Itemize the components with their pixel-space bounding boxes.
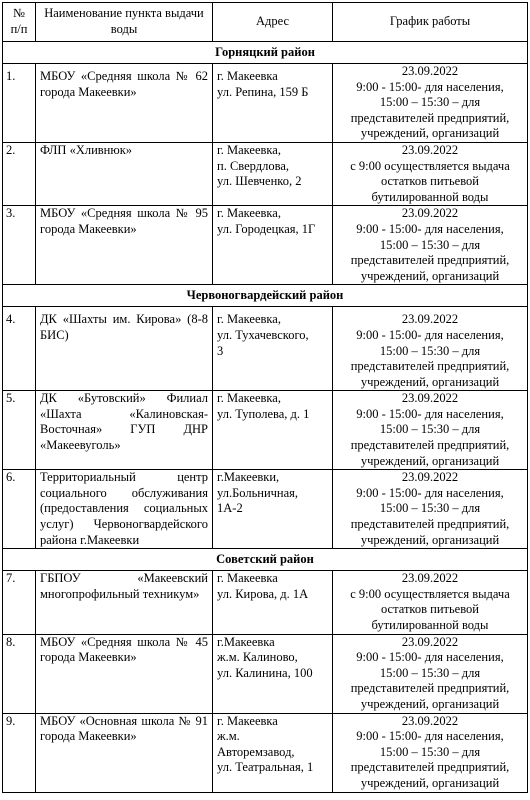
district-title: Горняцкий район — [3, 42, 528, 64]
table-row — [3, 634, 528, 713]
row-num: 7. — [3, 571, 36, 634]
table-row — [3, 571, 528, 634]
table-row — [3, 391, 528, 470]
row-num: 2. — [3, 142, 36, 205]
row-num: 6. — [3, 470, 36, 549]
point-schedule: 23.09.2022 9:00 - 15:00- для населения, 15:00 – 15:30 – для представителей предприятий, учреждений, организаций — [333, 307, 528, 391]
point-address: г. Макеевка, ул. Туполева, д. 1 — [213, 391, 333, 470]
point-name: МБОУ «Основная школа № 91 города Макеевки» — [36, 713, 213, 792]
point-name: ГБПОУ «Макеевский многопрофильный техникум» — [36, 571, 213, 634]
row-num: 4. — [3, 307, 36, 391]
point-schedule: 23.09.2022 9:00 - 15:00- для населения, 15:00 – 15:30 – для представителей предприятий, учреждений, организаций — [333, 64, 528, 143]
point-name: ФЛП «Хливнюк» — [36, 142, 213, 205]
header-name: Наименование пункта выдачи воды — [36, 3, 213, 42]
header-num: № п/п — [3, 3, 36, 42]
point-name: МБОУ «Средняя школа № 45 города Макеевки» — [36, 634, 213, 713]
point-schedule: 23.09.2022 9:00 - 15:00- для населения, 15:00 – 15:30 – для представителей предприятий, учреждений, организаций — [333, 713, 528, 792]
point-schedule: 23.09.2022 9:00 - 15:00- для населения, 15:00 – 15:30 – для представителей предприятий, учреждений, организаций — [333, 634, 528, 713]
row-num: 1. — [3, 64, 36, 143]
table-row — [3, 142, 528, 205]
table-header-row — [3, 3, 528, 42]
district-title: Червоногвардейский район — [3, 285, 528, 307]
point-address: г.Макеевки, ул.Больничная, 1А-2 — [213, 470, 333, 549]
point-address: г. Макеевка ж.м. Авторемзавод, ул. Театральная, 1 — [213, 713, 333, 792]
table-row — [3, 64, 528, 143]
point-address: г.Макеевка ж.м. Калиново, ул. Калинина, 100 — [213, 634, 333, 713]
district-row — [3, 549, 528, 571]
row-num: 8. — [3, 634, 36, 713]
district-row — [3, 42, 528, 64]
district-title: Советский район — [3, 549, 528, 571]
point-name: МБОУ «Средняя школа № 95 города Макеевки» — [36, 206, 213, 285]
point-schedule: 23.09.2022 с 9:00 осуществляется выдача остатков питьевой бутилированной воды — [333, 571, 528, 634]
table-row — [3, 307, 528, 391]
point-address: г. Макеевка, п. Свердлова, ул. Шевченко, 2 — [213, 142, 333, 205]
point-schedule: 23.09.2022 9:00 - 15:00- для населения, 15:00 – 15:30 – для представителей предприятий, учреждений, организаций — [333, 470, 528, 549]
table-row — [3, 206, 528, 285]
row-num: 3. — [3, 206, 36, 285]
district-row — [3, 285, 528, 307]
point-schedule: 23.09.2022 с 9:00 осуществляется выдача остатков питьевой бутилированной воды — [333, 142, 528, 205]
point-name: МБОУ «Средняя школа № 62 города Макеевки» — [36, 64, 213, 143]
point-address: г. Макеевка, ул. Городецкая, 1Г — [213, 206, 333, 285]
row-num: 5. — [3, 391, 36, 470]
point-schedule: 23.09.2022 9:00 - 15:00- для населения, 15:00 – 15:30 – для представителей предприятий, учреждений, организаций — [333, 391, 528, 470]
row-num: 9. — [3, 713, 36, 792]
header-address: Адрес — [213, 3, 333, 42]
point-name: ДК «Бутовский» Филиал «Шахта «Калиновская-Восточная» ГУП ДНР «Макеевуголь» — [36, 391, 213, 470]
table-row — [3, 470, 528, 549]
water-points-table — [2, 2, 528, 793]
header-schedule: График работы — [333, 3, 528, 42]
point-name: Территориальный центр социального обслуживания (предоставления социальных услуг) Червоногвардейского района г.Макеевки — [36, 470, 213, 549]
point-schedule: 23.09.2022 9:00 - 15:00- для населения, 15:00 – 15:30 – для представителей предприятий, учреждений, организаций — [333, 206, 528, 285]
point-address: г. Макеевка ул. Репина, 159 Б — [213, 64, 333, 143]
table-row — [3, 713, 528, 792]
point-address: г. Макеевка, ул. Тухачевского, 3 — [213, 307, 333, 391]
point-name: ДК «Шахты им. Кирова» (8-8 БИС) — [36, 307, 213, 391]
point-address: г. Макеевка ул. Кирова, д. 1А — [213, 571, 333, 634]
